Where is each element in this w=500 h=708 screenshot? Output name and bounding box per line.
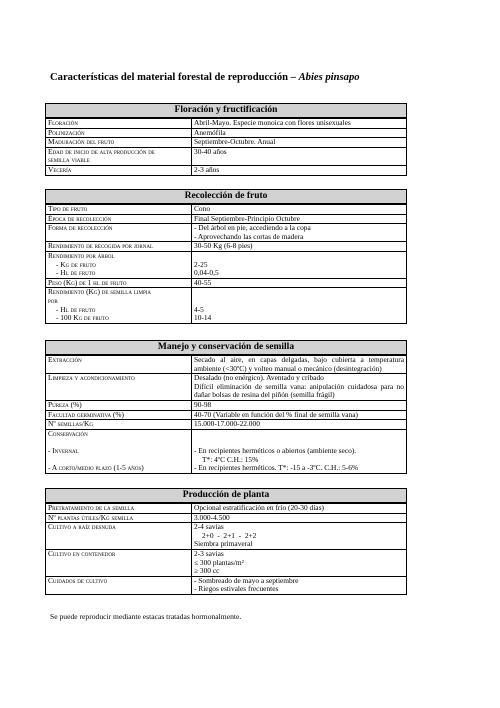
row-value: 3.000-4.500	[194, 512, 230, 522]
row-value	[192, 252, 406, 278]
row-label: Limpieza y acondicionamiento	[46, 374, 192, 400]
row-label: Pretratamiento de la semilla	[46, 504, 192, 513]
value-line: - Sombreado de mayo a septiembre	[194, 575, 299, 585]
row-value: Cono	[194, 204, 211, 213]
section-header: Floración y fructificación	[46, 104, 406, 118]
row-label: Floración	[46, 119, 192, 128]
row-value	[192, 374, 406, 400]
row-sublabel: - Hl de fruto	[56, 268, 96, 278]
row-label-line: Rendimiento (Kg) de semilla limpia	[48, 287, 152, 297]
table-row	[46, 128, 406, 138]
row-value: Abril-Mayo. Especie monoica con flores unisexuales	[194, 118, 351, 127]
row-value: 40-70 (Variable en función del % final de semilla vana)	[194, 409, 358, 419]
value-line: - En recipientes herméticos. T*: -15 a -3ºC. C.H.: 5-6%	[194, 463, 359, 473]
value-line: 0,04-0,5	[194, 268, 219, 278]
value-line: T*: 4ºC C.H.: 15%	[202, 454, 259, 464]
row-label-line: por	[48, 295, 58, 305]
value-line: 4-5	[194, 304, 204, 314]
row-value	[192, 523, 406, 549]
value-line: 2-4 savias	[194, 522, 224, 532]
value-line: Desalado (no enérgico). Aventado y cribado	[194, 373, 324, 383]
row-label: Peso (Kg) de 1 hl de fruto	[46, 279, 192, 288]
table-row	[46, 419, 406, 429]
row-value: Septiembre-Octubre. Anual	[194, 137, 276, 147]
table-row	[46, 165, 406, 175]
table-row	[46, 137, 406, 147]
row-label: Cuidados de cultivo	[46, 577, 192, 594]
page-title	[50, 72, 360, 83]
row-value	[192, 430, 406, 473]
row-label: Cultivo a raíz desnuda	[46, 523, 192, 549]
table-row	[46, 576, 406, 594]
table-row	[46, 410, 406, 420]
value-line: 10-14	[194, 313, 212, 323]
row-label: Forma de recolección	[46, 224, 192, 241]
table-row	[46, 373, 406, 400]
table-row	[46, 513, 406, 523]
value-line: ≥ 300 cc	[194, 566, 220, 576]
row-sublabel: - Invernal	[48, 445, 79, 455]
table-row	[46, 400, 406, 410]
row-label: Nº semillas/Kg	[46, 420, 192, 429]
value-line: ≤ 300 plantas/m²	[194, 557, 244, 567]
value-line: 2-25	[194, 259, 208, 269]
value-line: - Aprovechando las cortas de madera	[194, 231, 304, 241]
row-sublabel: - Hl de fruto	[56, 304, 96, 314]
row-value: 30-40 años	[194, 146, 227, 156]
row-value: Final Septiembre-Principio Octubre	[194, 213, 300, 223]
table-row	[46, 223, 406, 241]
section-header: Manejo y conservación de semilla	[46, 341, 406, 355]
table-row	[46, 204, 406, 214]
row-label	[46, 430, 192, 473]
row-label: Rendimiento de recogida por jornal	[46, 242, 192, 251]
section-header: Producción de planta	[46, 489, 406, 503]
table-row	[46, 522, 406, 549]
row-label: Maduración del fruto	[46, 138, 192, 147]
row-label: Época de recolección	[46, 215, 192, 224]
section-manejo	[45, 340, 407, 474]
row-value	[192, 577, 406, 594]
row-label	[46, 148, 192, 165]
table-row	[46, 503, 406, 513]
table-row	[46, 147, 406, 165]
row-label	[46, 252, 192, 278]
section-floracion	[45, 103, 407, 176]
title-main: Características del material forestal de reproducción –	[50, 72, 299, 83]
table-row	[46, 287, 406, 322]
row-label: Facultad germinativa (%)	[46, 411, 192, 420]
row-label: Nº plantas útiles/Kg semilla	[46, 514, 192, 523]
row-sublabel: - A corto/medio plazo (1-5 años)	[48, 463, 144, 473]
title-species: Abies pinsapo	[298, 72, 360, 83]
row-label-line: Rendimiento por árbol	[48, 250, 115, 260]
table-row	[46, 118, 406, 128]
value-line: 2+0 - 2+1 - 2+2	[202, 530, 257, 540]
row-value: 15.000-17.000-22.000	[194, 419, 260, 429]
value-line: 2-3 savias	[194, 548, 224, 558]
row-value: Anemófila	[194, 127, 226, 137]
row-label: Vecería	[46, 166, 192, 175]
row-sublabel: - 100 Kg de fruto	[56, 313, 109, 323]
section-recoleccion	[45, 189, 407, 324]
section-header: Recolección de fruto	[46, 190, 406, 204]
row-value: Opcional estratificación en frío (20-30 días)	[194, 503, 324, 512]
row-label: Extracción	[46, 356, 192, 373]
footer-note: Se puede reproducir mediante estacas tratadas hormonalmente.	[50, 612, 242, 621]
row-label: Polinización	[46, 129, 192, 138]
row-value: 40-55	[194, 277, 212, 287]
row-label-line: Conservación	[48, 428, 88, 438]
row-sublabel: - Kg de fruto	[56, 259, 96, 269]
row-value	[192, 224, 406, 241]
table-row	[46, 241, 406, 251]
row-value: Secado al aire, en capas delgadas, bajo cubierta a temperatura ambiente (<30ºC) y volteo manual o mecánico (desintegración)	[194, 355, 404, 373]
row-label: Tipo de fruto	[46, 205, 192, 214]
row-label	[46, 288, 192, 322]
table-row	[46, 549, 406, 576]
table-row	[46, 429, 406, 473]
row-label: Cultivo en contenedor	[46, 550, 192, 576]
row-value: 90-98	[194, 399, 212, 409]
table-row	[46, 214, 406, 224]
value-line: - En recipientes herméticos o abiertos (ambiente seco).	[194, 445, 357, 455]
value-line: - Riegos estivales frecuentes	[194, 584, 279, 594]
table-row	[46, 355, 406, 373]
row-label-line: Edad de inicio de alta producción de	[48, 146, 155, 156]
table-row	[46, 278, 406, 288]
row-label: Pureza (%)	[46, 401, 192, 410]
value-line: - Del árbol en pie, accediendo a la copa	[194, 223, 311, 233]
value-line: Siembra primaveral	[194, 539, 253, 549]
section-produccion	[45, 488, 407, 595]
row-value: 2-3 años	[194, 164, 220, 174]
row-value: 30-50 Kg (6-8 pies)	[194, 241, 253, 251]
row-label-line: semilla viable	[48, 155, 90, 165]
table-row	[46, 251, 406, 278]
row-value	[192, 288, 406, 322]
row-value	[192, 550, 406, 576]
value-line: Difícil eliminación de semilla vana: anipulación cuidadosa para no dañar bolsas de resina del piñón (semilla frágil)	[194, 381, 404, 400]
